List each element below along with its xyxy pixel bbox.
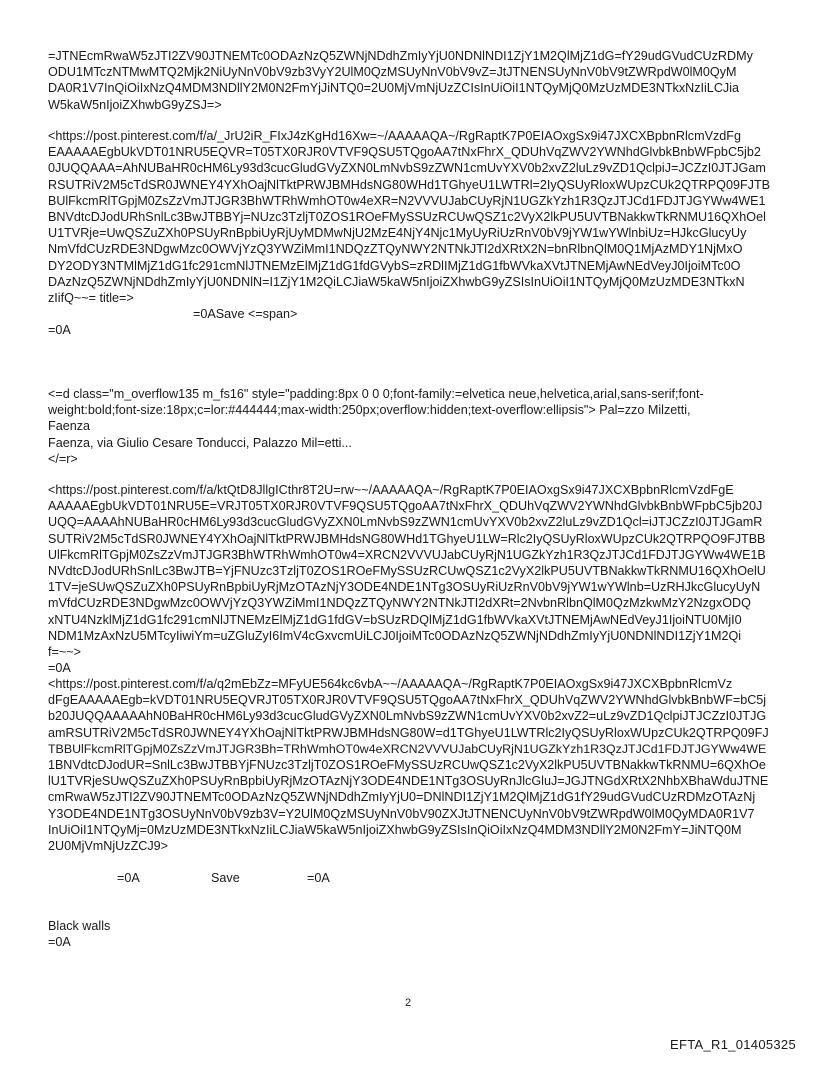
text-line: =JTNEcmRwaW5zJTI2ZV90JTNEMTc0ODAzNzQ5ZWNjNDdhZmIyYjU0NDNlNDI1ZjY1M2QlMjZ1dG=fY29udGVudCUzRDMy	[48, 49, 753, 63]
text-line: xNTU4NzklMjZ1dG1fc291cmNlJTNEMzElMjZ1dG1fdGV=bSUzRDQlMjZ1dG1fbWVkaXVtJTNEMjAwNEdVeyJ1IjoiNTU0MjI0	[48, 612, 742, 627]
text-line: NDM1MzAxNzU5MTcyIiwiYm=uZGluZyI6ImV4cGxvcmUiLCJ0IjoiMTc0ODAzNzQ5ZWNjNDdhZmIyYjU0NDNlNDI1ZjY1M2Qi	[48, 628, 742, 643]
bates-number: EFTA_R1_01405325	[670, 1037, 796, 1052]
text-line: BUlFkcmRlTGpjM0ZsZzVmJTJGR3BhWTRhWmhOT0w4eXR=N2VVVUJabCUyRjN1UGZkYzh1R3QzJTJCd1FDJTJGYWw4WE1	[48, 193, 766, 208]
text-line: EAAAAAEgbUkVDT01NRU5EQVR=T05TX0RJR0VTVF9QSU5TQgoAA7tNxFhrX_QDUhVqZWV2YWNhdGlvbkBnbWFpbC5jb2	[48, 145, 761, 160]
text-line: NVdtcDJodURhSnlLc3BwJTB=YjFNUzc3TzljT0ZOS1ROeFMySSUzRCUwQSZ1c2VyX2lkPU5UVTBNakkwTkRNMU16QXhOelU	[48, 564, 766, 579]
text-line: =0A	[48, 323, 71, 338]
text-line: UQQ=AAAAhNUBaHR0cHM6Ly93d3cucGludGVyZXN0LmNvbS9zZWN1cmUvYXV0b2xvZ2luLz9vZD1Qcl=iJTJCZzI0JTJGamR	[48, 515, 763, 530]
text-line: SUTRiV2M5cTdSR0JWNEY4YXhOajNlTktPRWJBMHdsNG80WHd1TGhyeU1LW=Rlc2IyQSUyRloxWUpzCUk2QTRPQO9FJTBB	[48, 531, 766, 546]
text-line: DY2ODY3NTMlMjZ1dG1fc291cmNlJTNEMzElMjZ1dG1fdGVybS=zRDlIMjZ1dG1fbWVkaXVtJTNEMjAwNEdVeyJ0IjoiMTc0O	[48, 258, 741, 273]
text-line: BNVdtcDJodURhSnlLc3BwJTBBYj=NUzc3TzljT0ZOS1ROeFMySSUzRCUwQSZ1c2VyX2lkPU5UVTBNakkwTkRNMU16QXhOel	[48, 210, 766, 225]
text-line: <https://post.pinterest.com/f/a/ktQtD8JllgICthr8T2U=rw~~/AAAAAQA~/RgRaptK7P0EIAOxgSx9i47JXCXBpbnRlcmVzdFgE	[48, 483, 734, 497]
text-line: 0JUQQAAA=AhNUBaHR0cHM6Ly93d3cucGludGVyZXN0LmNvbS9zZWN1cmUvYXV0b2xvZ2luLz9vZD1QclpiJ=JCZzI0JTJGam	[48, 161, 766, 176]
html-snippet-block	[48, 386, 770, 467]
text-line: weight:bold;font-size:18px;c=lor:#444444;max-width:250px;overflow:hidden;text-overflow:ellipsis"> Pal=zzo Milzetti,	[48, 403, 691, 418]
page-number: 2	[404, 997, 412, 1009]
text-line: 1BNVdtcDJodUR=SnlLc3BwJTBBYjFNUzc3TzljT0ZOS1ROeFMySSUzRCUwQSZ1c2VyX2lkPU5UVTBNakkwTkRNMU=6QXhOe	[48, 758, 766, 773]
caption-text: Black walls	[48, 919, 111, 933]
text-line: =0A	[48, 935, 71, 950]
save-span-line: =0ASave <=span>	[193, 307, 298, 322]
text-line: 1TV=jeSUwQSZuZXh0PSUyRnBpbiUyRjMzOTAzNjY3ODE4NDE1NTg3OSUyRiUzRnV0bV9jYW1wYWlnb=UzRHJkcGlucyUyN	[48, 580, 761, 595]
text-line: Faenza, via Giulio Cesare Tonducci, Palazzo Mil=etti...	[48, 435, 352, 450]
text-line: cmRwaW5zJTI2ZV90JTNEMTc0ODAzNzQ5ZWNjNDdhZmIyYjU0=DNlNDI1ZjY1M2QlMjZ1dG1fY29udGVudCUzRDMzOTAzNj	[48, 790, 756, 805]
text-line: AAAAAEgbUkVDT01NRU5E=VRJT05TX0RJR0VTVF9QSU5TQgoAA7tNxFhrX_QDUhVqZWV2YWNhdGlvbkBnbWFpbC5jb20J	[48, 499, 763, 514]
text-line: DA0R1V7InQiOiIxNzQ4MDM3NDllY2M0N2FmYjJiNTQ0=2U0MjVmNjUzZCIsInUiOiI1NTQyMjQ0MzUzMDE3NTkxNzIiLCJia	[48, 81, 740, 96]
text-line: <https://post.pinterest.com/f/a/q2mEbZz=MFyUE564kc6vbA~~/AAAAAQA~/RgRaptK7P0EIAOxgSx9i47JXCXBpbnRlcmVz	[48, 677, 733, 691]
text-line: lU1TVRjeSUwQSZuZXh0PSUyRnBpbiUyRjMzOTAzNjY3ODE4NDE1NTg3OSUyRnJlcGluJ=JGJTNGdXRtX2NhbXBhaWduJTNE	[48, 774, 769, 789]
text-line: RSUTRiV2M5cTdSR0JWNEY4YXhOajNlTktPRWJBMHdsNG80WHd1TGhyeU1LWTRl=2IyQSUyRloxWUpzCUk2QTRPQ09FJTB	[48, 177, 771, 192]
pinterest-link-block-3	[48, 676, 770, 903]
save-label: Save	[211, 871, 240, 886]
text-line: Y3ODE4NDE1NTg3OSUyNnV0bV9zb3V=Y2UlM0QzMSUyNnV0bV90ZXJtJTNENCUyNnV0bV9tZWRpdW0lM0QyMDA0R1V7	[48, 806, 755, 821]
save-row-prefix: =0A	[117, 871, 140, 886]
text-line: </=r>	[48, 451, 78, 466]
text-line: <=d class="m_overflow135 m_fs16" style="padding:8px 0 0 0;font-family:=elvetica neue,helvetica,arial,sans-serif;font-	[48, 387, 704, 401]
text-line: amRSUTRiV2M5cTdSR0JWNEY4YXhOajNlTktPRWJBMHdsNG80W=d1TGhyeU1LWTRlc2IyQSUyRloxWUpzCUk2QTRPQ09FJ	[48, 725, 769, 740]
save-row-suffix: =0A	[307, 871, 330, 886]
text-line: DAzNzQ5ZWNjNDdhZmIyYjU0NDNlN=I1ZjY1M2QiLCJiaW5kaW5nIjoiZXhwbG9yZSIsInUiOiI1NTQyMjQ0MzUzMDE3NTkxN	[48, 274, 745, 289]
text-line: zIifQ~~= title=>	[48, 291, 134, 306]
text-line: <https://post.pinterest.com/f/a/_JrU2iR_FIxJ4zKgHd16Xw=~/AAAAAQA~/RgRaptK7P0EIAOxgSx9i47JXCXBpbnRlcmVzdFg	[48, 129, 741, 143]
caption-block	[48, 918, 770, 950]
pinterest-link-block-2	[48, 482, 770, 676]
encoded-text-block-1	[48, 48, 770, 113]
save-row	[48, 854, 770, 903]
text-line: UlFkcmRlTGpjM0ZsZzVmJTJGR3BhWTRhWmhOT0w4=XRCN2VVVUJabCUyRjN1UGZkYzh1R3QzJTJCd1FDJTJGYWw4WE1B	[48, 547, 766, 562]
text-line: dFgEAAAAAEgb=kVDT01NRU5EQVRJT05TX0RJR0VTVF9QSU5TQgoAA7tNxFhrX_QDUhVqZWV2YWNhdGlvbkBnbWF=bC5j	[48, 693, 767, 708]
text-line: Faenza	[48, 419, 91, 434]
text-line: TBBUlFkcmRlTGpjM0ZsZzVmJTJGR3Bh=TRhWmhOT0w4eXRCN2VVVUJabCUyRjN1UGZkYzh1R3QzJTJCd1FDJTJGYWw4WE	[48, 741, 767, 756]
pinterest-link-block-1	[48, 128, 770, 339]
text-line: 2U0MjVmNjUzZCJ9>	[48, 839, 169, 854]
text-line: mVfdCUzRDE3NDgwMzc0OWVjYzQ3YWZiMmI1NDQzZTQyNWY2NTNkJTI2dXRt=2NvbnRlbnQlM0QzMzkwMzY2NzgxODQ	[48, 596, 751, 611]
text-line: InUiOiI1NTQyMj=0MzUzMDE3NTkxNzIiLCJiaW5kaW5nIjoiZXhwbG9yZSIsInQiOiIxNzQ4MDM3NDllY2M0N2FmY=JiNTQ0M	[48, 822, 742, 837]
text-line: f=~~>	[48, 645, 81, 660]
text-line: b20JUQQAAAAAhN0BaHR0cHM6Ly93d3cucGludGVyZXN0LmNvbS9zZWN1cmUvYXV0b2xvZ2=uLz9vZD1QclpiJTJCZzI0JTJG	[48, 709, 767, 724]
text-line: W5kaW5nIjoiZXhwbG9yZSJ=>	[48, 97, 222, 112]
text-line: U1TVRje=UwQSZuZXh0PSUyRnBpbiUyRjUyMDMwNjU2MzE4NjY4Njc1MyUyRiUzRnV0bV9jYW1wYWlnbiUz=HJkcGlucyUy	[48, 226, 747, 241]
text-line: ODU1MTczNTMwMTQ2Mjk2NiUyNnV0bV9zb3VyY2UlM0QzMSUyNnV0bV9vZ=JtJTNENSUyNnV0bV9tZWRpdW0lM0QyM	[48, 65, 737, 80]
text-line: =0A	[48, 661, 71, 676]
text-line: NmVfdCUzRDE3NDgwMzc0OWVjYzQ3YWZiMmI1NDQzZTQyNWY2NTNkJTI2dXRtX2N=bnRlbnQlM0Q1MjAzMDY1NjMxO	[48, 242, 743, 257]
